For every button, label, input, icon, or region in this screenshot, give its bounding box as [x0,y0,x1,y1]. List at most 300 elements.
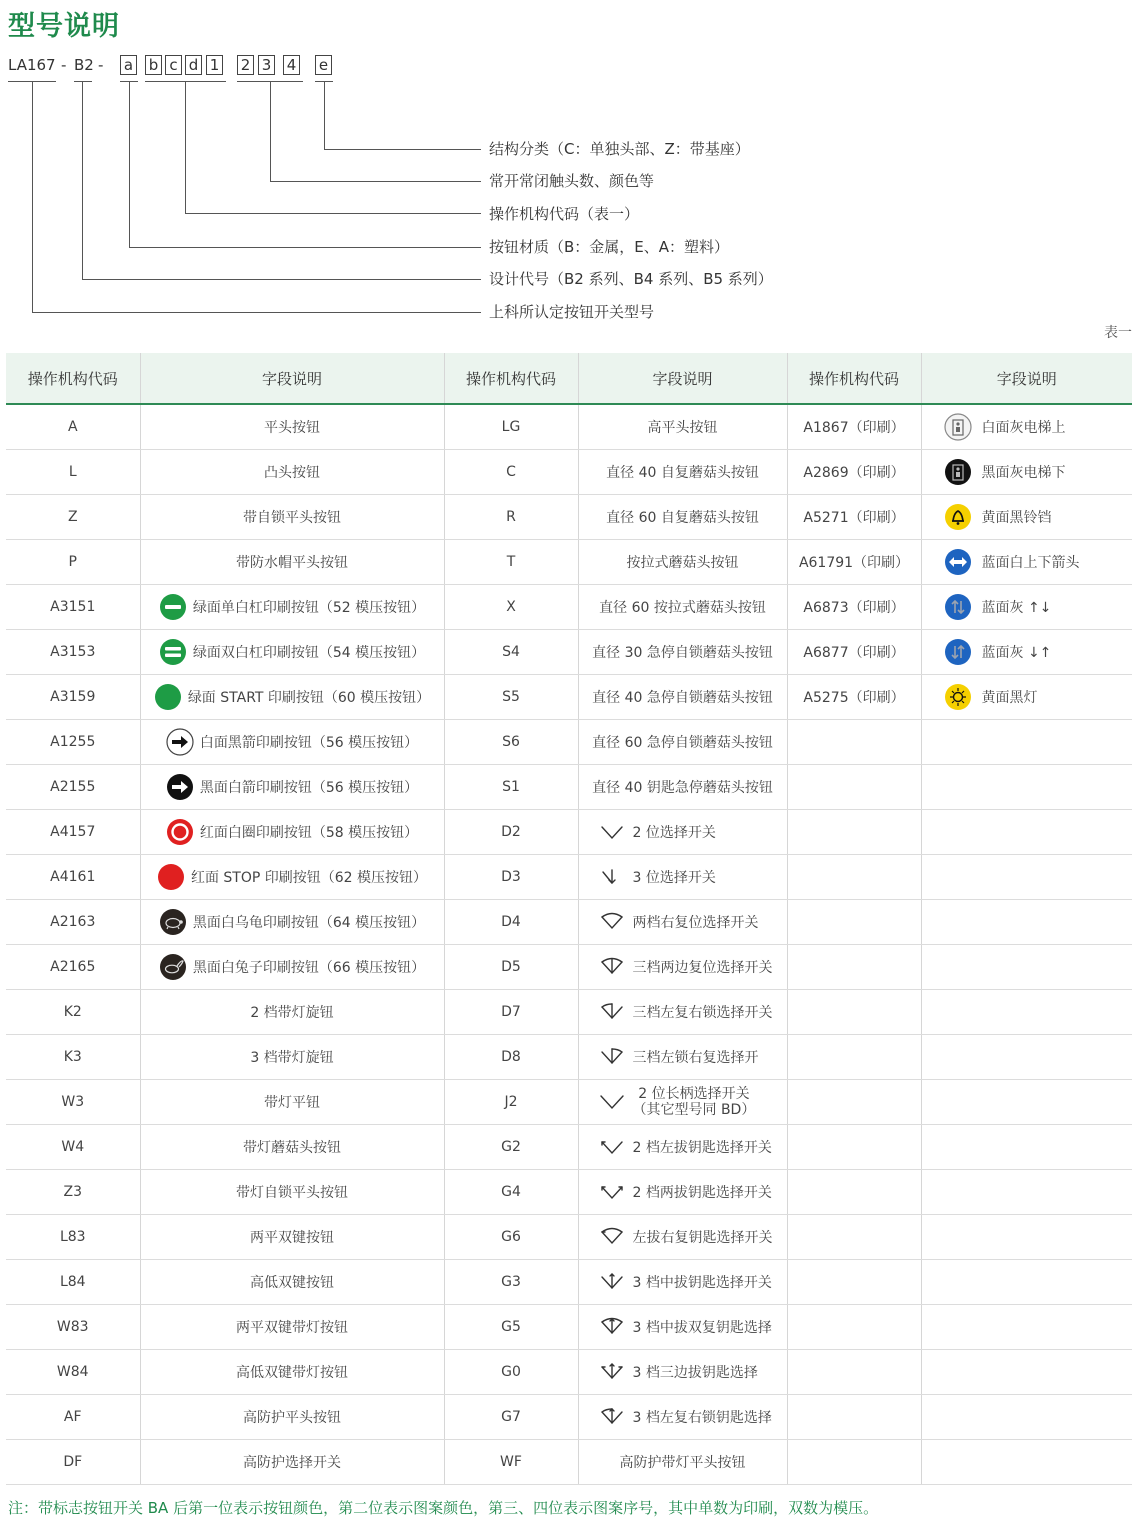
field-description: 凸头按钮 [264,464,320,481]
desc-cell [140,1124,444,1169]
field-description: 直径 60 自复蘑菇头按钮 [606,509,759,526]
desc-cell [578,1169,787,1214]
field-description: 两平双键按钮 [250,1229,334,1246]
table-row [6,764,1132,809]
code-box-2: 2 [237,55,254,75]
table-row [6,584,1132,629]
code-cell [444,989,578,1034]
code-cell [444,674,578,719]
code-cell [6,1304,140,1349]
desc-cell [578,1349,787,1394]
desc-cell [140,1259,444,1304]
field-description: 黑面白箭印刷按钮（56 模压按钮） [199,779,419,796]
code-prefix: LA167 [8,56,56,74]
desc-cell [921,1349,1132,1394]
field-description [633,1086,756,1118]
green-circle-icon [154,683,182,711]
legend-contacts: 常开常闭触头数、颜色等 [489,172,655,190]
table-row [6,809,1132,854]
desc-cell [578,719,787,764]
code-cell [787,809,921,854]
field-description: 带灯蘑菇头按钮 [243,1139,341,1156]
code-cell [787,719,921,764]
field-description: 带灯自锁平头按钮 [236,1184,348,1201]
desc-cell [578,449,787,494]
field-description: 黑面灰电梯下 [981,464,1066,481]
operator-code: G2 [501,1138,521,1155]
code-cell [787,674,921,719]
desc-cell [578,404,787,449]
code-box-b: b [145,55,162,75]
operator-code: A61791（印刷） [798,554,910,571]
code-cell [787,1169,921,1214]
field-description: 高防护平头按钮 [243,1409,341,1426]
desc-cell [140,719,444,764]
operator-code: R [506,508,516,525]
desc-cell [578,1079,787,1124]
desc-cell [140,1034,444,1079]
table-row [6,989,1132,1034]
key-left-return-right-lock-icon [599,1406,625,1428]
code-cell [6,584,140,629]
desc-cell [578,944,787,989]
elevator-down-icon [944,458,972,486]
desc-cell [140,674,444,719]
legend-material: 按钮材质（B：金属，E、A：塑料） [489,238,730,256]
v-long-handle-icon [599,1091,625,1113]
operator-code: AF [63,1408,82,1425]
code-cell [444,539,578,584]
table-header-row [6,353,1132,404]
page-title: 型号说明 [8,11,120,42]
desc-cell [921,1169,1132,1214]
desc-cell [578,1124,787,1169]
desc-cell [921,1124,1132,1169]
key-left-icon [599,1136,625,1158]
code-cell [444,1259,578,1304]
field-description: 直径 40 自复蘑菇头按钮 [606,464,759,481]
operator-code: A2155 [50,778,96,795]
desc-cell [140,629,444,674]
code-dash: - [98,56,104,74]
code-cell [6,719,140,764]
operator-code: WF [500,1453,522,1470]
code-cell [444,1439,578,1484]
desc-cell [140,494,444,539]
operator-code: W84 [56,1363,89,1380]
table-row [6,1304,1132,1349]
operator-code: A5275（印刷） [803,689,905,706]
v-right-return-icon [599,911,625,933]
green-double-bar-icon [159,638,187,666]
operator-code: P [68,553,77,570]
desc-cell [140,944,444,989]
code-box-c: c [165,55,182,75]
desc-cell [921,944,1132,989]
desc-cell [921,899,1132,944]
code-cell [6,1259,140,1304]
code-cell [6,944,140,989]
desc-cell [921,629,1132,674]
code-cell [444,1214,578,1259]
field-description: 3 位选择开关 [632,869,716,886]
code-cell [6,404,140,449]
key-three-side-icon [599,1361,625,1383]
table-row [6,1214,1132,1259]
operator-code: A [67,418,78,435]
key-left-right-return-icon [599,1226,625,1248]
operator-code: K3 [63,1048,82,1065]
code-cell [444,854,578,899]
operator-code: L84 [59,1273,86,1290]
field-description: 两平双键带灯按钮 [236,1319,348,1336]
operator-code: A3153 [50,643,96,660]
desc-cell [140,1214,444,1259]
operator-code-table [6,353,1132,1485]
operator-code: G3 [501,1273,521,1290]
code-cell [6,764,140,809]
desc-cell [140,1169,444,1214]
desc-cell [921,494,1132,539]
table-row [6,899,1132,944]
operator-code: C [506,463,516,480]
operator-code: D8 [501,1048,521,1065]
code-cell [444,629,578,674]
table-row [6,1439,1132,1484]
code-cell [6,809,140,854]
table-row [6,404,1132,449]
code-cell [444,1304,578,1349]
field-description: 2 档左拔钥匙选择开关 [632,1139,772,1156]
operator-code: A2165 [50,958,96,975]
key-both-icon [599,1181,625,1203]
field-description: 带灯平钮 [264,1094,320,1111]
code-cell [444,1034,578,1079]
code-cell [444,764,578,809]
field-description: 直径 60 急停自锁蘑菇头按钮 [592,734,773,751]
field-description: 黄面黑铃铛 [981,509,1052,526]
desc-cell [140,809,444,854]
code-cell [787,944,921,989]
table-row [6,494,1132,539]
operator-code: A1867（印刷） [803,419,905,436]
field-description: 蓝面白上下箭头 [981,554,1080,571]
code-cell [787,584,921,629]
code-box-4: 4 [283,55,300,75]
code-cell [787,1394,921,1439]
field-description: 3 档三边拔钥匙选择 [632,1364,758,1381]
operator-code: A2163 [50,913,96,930]
desc-cell [578,1394,787,1439]
field-description: 高防护带灯平头按钮 [619,1454,746,1471]
operator-code: S6 [502,733,520,750]
code-cell [444,1169,578,1214]
blue-downup-icon [944,638,972,666]
operator-code: W4 [61,1138,85,1155]
operator-code: DF [63,1453,83,1470]
desc-cell [140,539,444,584]
field-description: 直径 60 按拉式蘑菇头按钮 [599,599,766,616]
code-cell [787,404,921,449]
operator-code: G7 [501,1408,521,1425]
code-cell [444,1394,578,1439]
code-cell [787,494,921,539]
code-cell [444,1124,578,1169]
field-description: 3 档中拔双复钥匙选择 [632,1319,772,1336]
operator-code: Z3 [63,1183,82,1200]
code-cell [444,449,578,494]
code-cell [444,944,578,989]
code-cell [6,1394,140,1439]
code-cell [444,404,578,449]
desc-cell [140,1439,444,1484]
operator-code: S5 [502,688,520,705]
desc-cell [578,494,787,539]
field-description: 绿面单白杠印刷按钮（52 模压按钮） [192,599,426,616]
field-description: 红面 STOP 印刷按钮（62 模压按钮） [190,869,428,886]
green-single-bar-icon [159,593,187,621]
desc-cell [140,1079,444,1124]
desc-cell [140,584,444,629]
v-left-return-right-lock-icon [599,1001,625,1023]
desc-cell [921,1439,1132,1484]
field-description: 三档两边复位选择开关 [632,959,773,976]
operator-code: S1 [502,778,520,795]
field-description: 带防水帽平头按钮 [236,554,348,571]
code-cell [6,854,140,899]
desc-cell [578,1259,787,1304]
bell-icon [944,503,972,531]
white-black-arrow-icon [166,728,194,756]
desc-cell [578,899,787,944]
code-box-3: 3 [258,55,275,75]
field-description: 两档右复位选择开关 [632,914,759,931]
code-cell [6,629,140,674]
desc-cell [140,404,444,449]
field-description: 黑面白乌龟印刷按钮（64 模压按钮） [192,914,426,931]
field-description-line: （其它型号同 BD） [632,1101,756,1118]
header-code: 操作机构代码 [444,353,578,404]
code-cell [787,1079,921,1124]
v-two-position-icon [599,821,625,843]
operator-code: K2 [63,1003,82,1020]
v-left-lock-right-return-icon [599,1046,625,1068]
code-box-1: 1 [206,55,223,75]
desc-cell [140,854,444,899]
code-cell [444,899,578,944]
operator-code: G6 [501,1228,521,1245]
field-description: 2 位选择开关 [632,824,716,841]
operator-code: X [506,598,516,615]
desc-cell [578,674,787,719]
desc-cell [578,764,787,809]
desc-cell [921,539,1132,584]
field-description: 3 档带灯旋钮 [250,1049,334,1066]
code-cell [787,1349,921,1394]
code-cell [787,1304,921,1349]
desc-cell [578,989,787,1034]
field-description: 平头按钮 [264,419,320,436]
code-cell [787,1034,921,1079]
desc-cell [140,449,444,494]
desc-cell [921,809,1132,854]
field-description: 直径 30 急停自锁蘑菇头按钮 [592,644,773,661]
code-cell [6,1079,140,1124]
field-description: 直径 40 钥匙急停蘑菇头按钮 [592,779,773,796]
code-cell [444,494,578,539]
desc-cell [578,1214,787,1259]
field-description: 3 档中拔钥匙选择开关 [632,1274,772,1291]
desc-cell [140,1304,444,1349]
operator-code: A4157 [50,823,96,840]
field-description: 白面黑箭印刷按钮（56 模压按钮） [199,734,419,751]
header-desc: 字段说明 [921,353,1132,404]
table-row [6,1394,1132,1439]
table-row [6,1349,1132,1394]
code-cell [444,719,578,764]
table-row [6,1079,1132,1124]
code-box-e: e [315,55,332,75]
code-cell [787,764,921,809]
desc-cell [921,1079,1132,1124]
operator-code: L [68,463,77,480]
field-description: 红面白圈印刷按钮（58 模压按钮） [199,824,419,841]
desc-cell [921,404,1132,449]
table-row [6,629,1132,674]
lamp-icon [944,683,972,711]
legend-design-code: 设计代号（B2 系列、B4 系列、B5 系列） [489,270,773,288]
header-desc: 字段说明 [140,353,444,404]
code-cell [787,899,921,944]
desc-cell [578,539,787,584]
desc-cell [578,584,787,629]
code-box-d: d [185,55,202,75]
desc-cell [921,584,1132,629]
desc-cell [921,854,1132,899]
operator-code: Z [67,508,78,525]
operator-code: D4 [501,913,521,930]
desc-cell [578,1304,787,1349]
black-rabbit-icon [159,953,187,981]
operator-code: A6873（印刷） [803,599,905,616]
field-description: 蓝面灰 ↑↓ [981,599,1052,616]
code-cell [6,1034,140,1079]
code-cell [6,1214,140,1259]
operator-code: S4 [502,643,520,660]
code-cell [787,449,921,494]
code-series: B2 [74,56,94,74]
field-description: 高低双键带灯按钮 [236,1364,348,1381]
desc-cell [578,629,787,674]
operator-code: D7 [501,1003,521,1020]
header-code: 操作机构代码 [6,353,140,404]
blue-updown-icon [944,593,972,621]
code-cell [444,1349,578,1394]
field-description: 带自锁平头按钮 [243,509,341,526]
operator-code: L83 [59,1228,86,1245]
code-cell [6,1169,140,1214]
code-cell [787,1124,921,1169]
desc-cell [140,1394,444,1439]
field-description: 按拉式蘑菇头按钮 [626,554,739,571]
operator-code: D3 [501,868,521,885]
field-description: 3 档左复右锁钥匙选择 [632,1409,772,1426]
field-description: 左拔右复钥匙选择开关 [632,1229,773,1246]
table-row [6,449,1132,494]
table-row [6,1259,1132,1304]
key-center-double-return-icon [599,1316,625,1338]
field-description: 2 档带灯旋钮 [250,1004,334,1021]
code-cell [787,1214,921,1259]
table-row [6,539,1132,584]
field-description: 绿面双白杠印刷按钮（54 模压按钮） [192,644,426,661]
code-cell [6,899,140,944]
key-center-icon [599,1271,625,1293]
footnote: 注：带标志按钮开关 BA 后第一位表示按钮颜色，第二位表示图案颜色，第三、四位表示图案序号，其中单数为印刷，双数为模压。 [8,1499,879,1517]
desc-cell [921,1034,1132,1079]
v-three-position-icon [599,866,625,888]
desc-cell [921,989,1132,1034]
field-description: 绿面 START 印刷按钮（60 模压按钮） [187,689,431,706]
header-code: 操作机构代码 [787,353,921,404]
code-cell [444,1079,578,1124]
desc-cell [140,1349,444,1394]
operator-code: W3 [61,1093,85,1110]
header-desc: 字段说明 [578,353,787,404]
desc-cell [921,674,1132,719]
legend-structure: 结构分类（C：单独头部、Z：带基座） [489,140,750,158]
table-row [6,719,1132,764]
elevator-up-icon [944,413,972,441]
operator-code: D2 [501,823,521,840]
code-cell [6,1124,140,1169]
code-cell [6,494,140,539]
desc-cell [140,989,444,1034]
operator-code: G4 [501,1183,521,1200]
desc-cell [578,1034,787,1079]
desc-cell [921,449,1132,494]
field-description: 三档左锁右复选择开 [632,1049,759,1066]
field-description: 黄面黑灯 [981,689,1038,706]
legend-operator-code: 操作机构代码（表一） [489,205,640,223]
operator-code: A3151 [50,598,96,615]
table-row [6,1124,1132,1169]
desc-cell [578,1439,787,1484]
code-cell [787,1439,921,1484]
red-circle-icon [157,863,185,891]
code-cell [6,1439,140,1484]
operator-code: A6877（印刷） [803,644,905,661]
code-cell [6,989,140,1034]
code-cell [787,629,921,674]
code-cell [6,1349,140,1394]
operator-code: J2 [504,1093,518,1110]
field-description-line: 2 位长柄选择开关 [638,1085,750,1102]
code-cell [444,584,578,629]
field-description: 白面灰电梯上 [981,419,1066,436]
desc-cell [921,719,1132,764]
desc-cell [578,854,787,899]
field-description: 黑面白兔子印刷按钮（66 模压按钮） [192,959,426,976]
code-cell [787,854,921,899]
table-row [6,1034,1132,1079]
code-dash: - [61,56,67,74]
field-description: 蓝面灰 ↓↑ [981,644,1052,661]
operator-code: A5271（印刷） [803,509,905,526]
black-white-arrow-icon [166,773,194,801]
desc-cell [140,764,444,809]
table-note: 表一 [1104,325,1132,341]
